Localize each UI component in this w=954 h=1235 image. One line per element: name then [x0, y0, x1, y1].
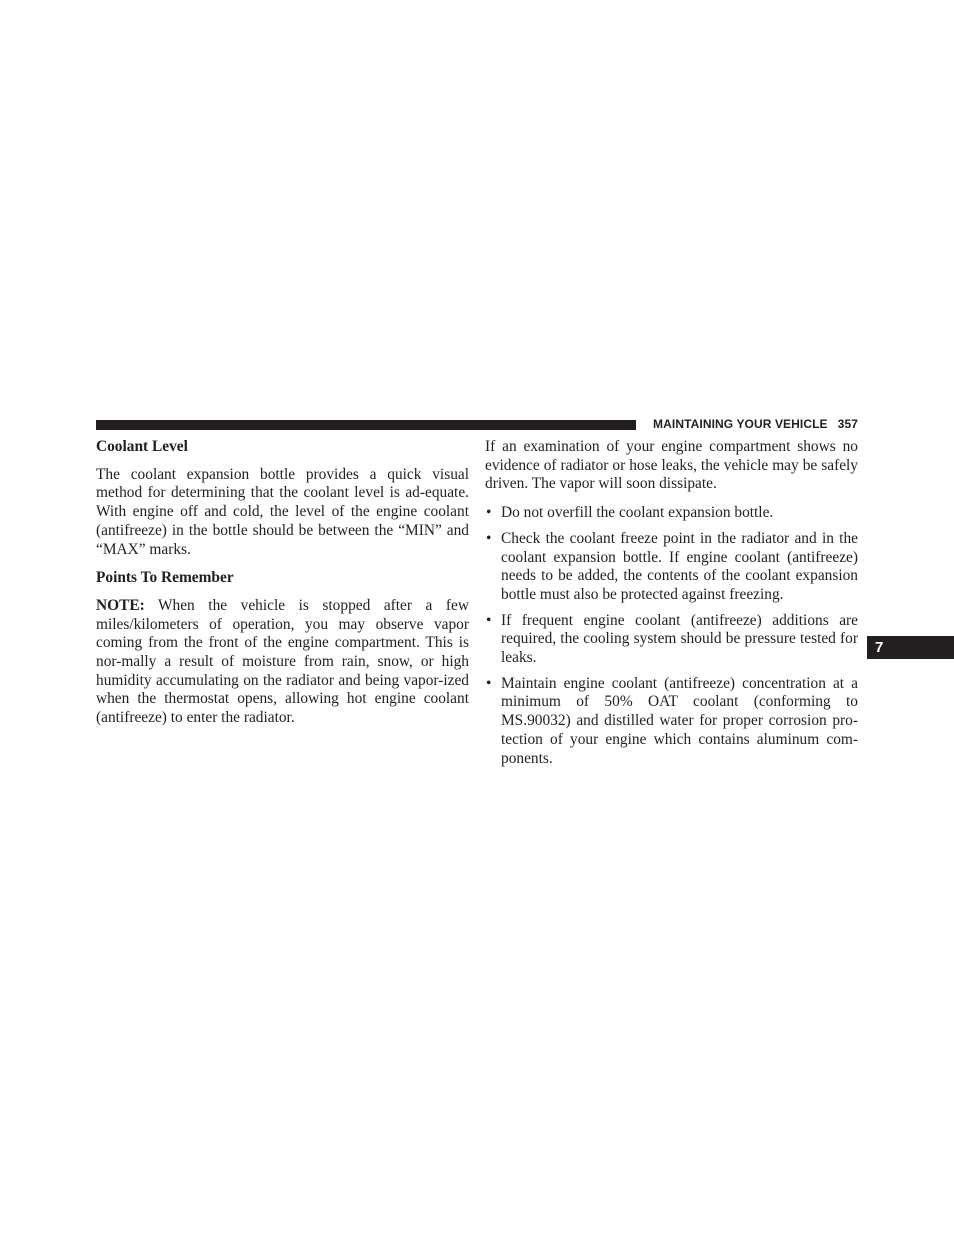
- list-item: [485, 612, 858, 668]
- chapter-tab: 7: [867, 636, 954, 659]
- header-rule: [96, 420, 636, 430]
- list-item-text: Check the coolant freeze point in the radiator and in the coolant expansion bottle. If engine coolant (antifreeze) needs to be added, the contents of the coolant expansion bottle must also be protected against freezing.: [501, 529, 858, 603]
- page-number: 357: [837, 417, 858, 431]
- note-label: NOTE:: [96, 596, 145, 614]
- intro-paragraph: If an examination of your engine compartment shows no evidence of radiator or hose leaks, the vehicle may be safely driven. The vapor will soon dissipate.: [485, 438, 858, 493]
- section-title: MAINTAINING YOUR VEHICLE: [653, 417, 828, 431]
- bullet-icon: •: [486, 611, 492, 629]
- heading-coolant-level: Coolant Level: [96, 438, 188, 455]
- list-item-text: If frequent engine coolant (antifreeze) additions are required, the cooling system should be pressure tested for leaks.: [501, 611, 858, 667]
- note-paragraph: [96, 597, 469, 728]
- bullet-icon: •: [486, 504, 492, 522]
- bullet-list: [485, 504, 858, 768]
- left-column: [96, 438, 469, 728]
- list-item-text: Maintain engine coolant (antifreeze) concentration at a minimum of 50% OAT coolant (conforming to MS.90032) and distilled water for proper corrosion pro-tection of your engine which contains aluminum com-ponents.: [501, 674, 858, 767]
- note-text: When the vehicle is stopped after a few miles/kilometers of operation, you may observe vapor coming from the front of the engine compartment. This is nor-mally a result of moisture from rain, snow, or high humidity accumulating on the radiator and being vapor-ized when the thermostat opens, allowing hot engine coolant (antifreeze) to enter the radiator.: [96, 596, 469, 727]
- bullet-icon: •: [486, 529, 492, 547]
- list-item: [485, 530, 858, 605]
- list-item: [485, 675, 858, 769]
- list-item-text: Do not overfill the coolant expansion bottle.: [501, 504, 774, 522]
- bullet-icon: •: [486, 674, 492, 692]
- right-column: [485, 438, 858, 775]
- list-item: [485, 504, 858, 523]
- heading-points-to-remember: Points To Remember: [96, 569, 234, 587]
- running-header: [653, 417, 858, 431]
- paragraph-coolant-level: The coolant expansion bottle provides a quick visual method for determining that the coolant level is ad-equate. With engine off and cold, the level of the engine coolant (antifreeze) in the bottle should be between the “MIN” and “MAX” marks.: [96, 465, 469, 558]
